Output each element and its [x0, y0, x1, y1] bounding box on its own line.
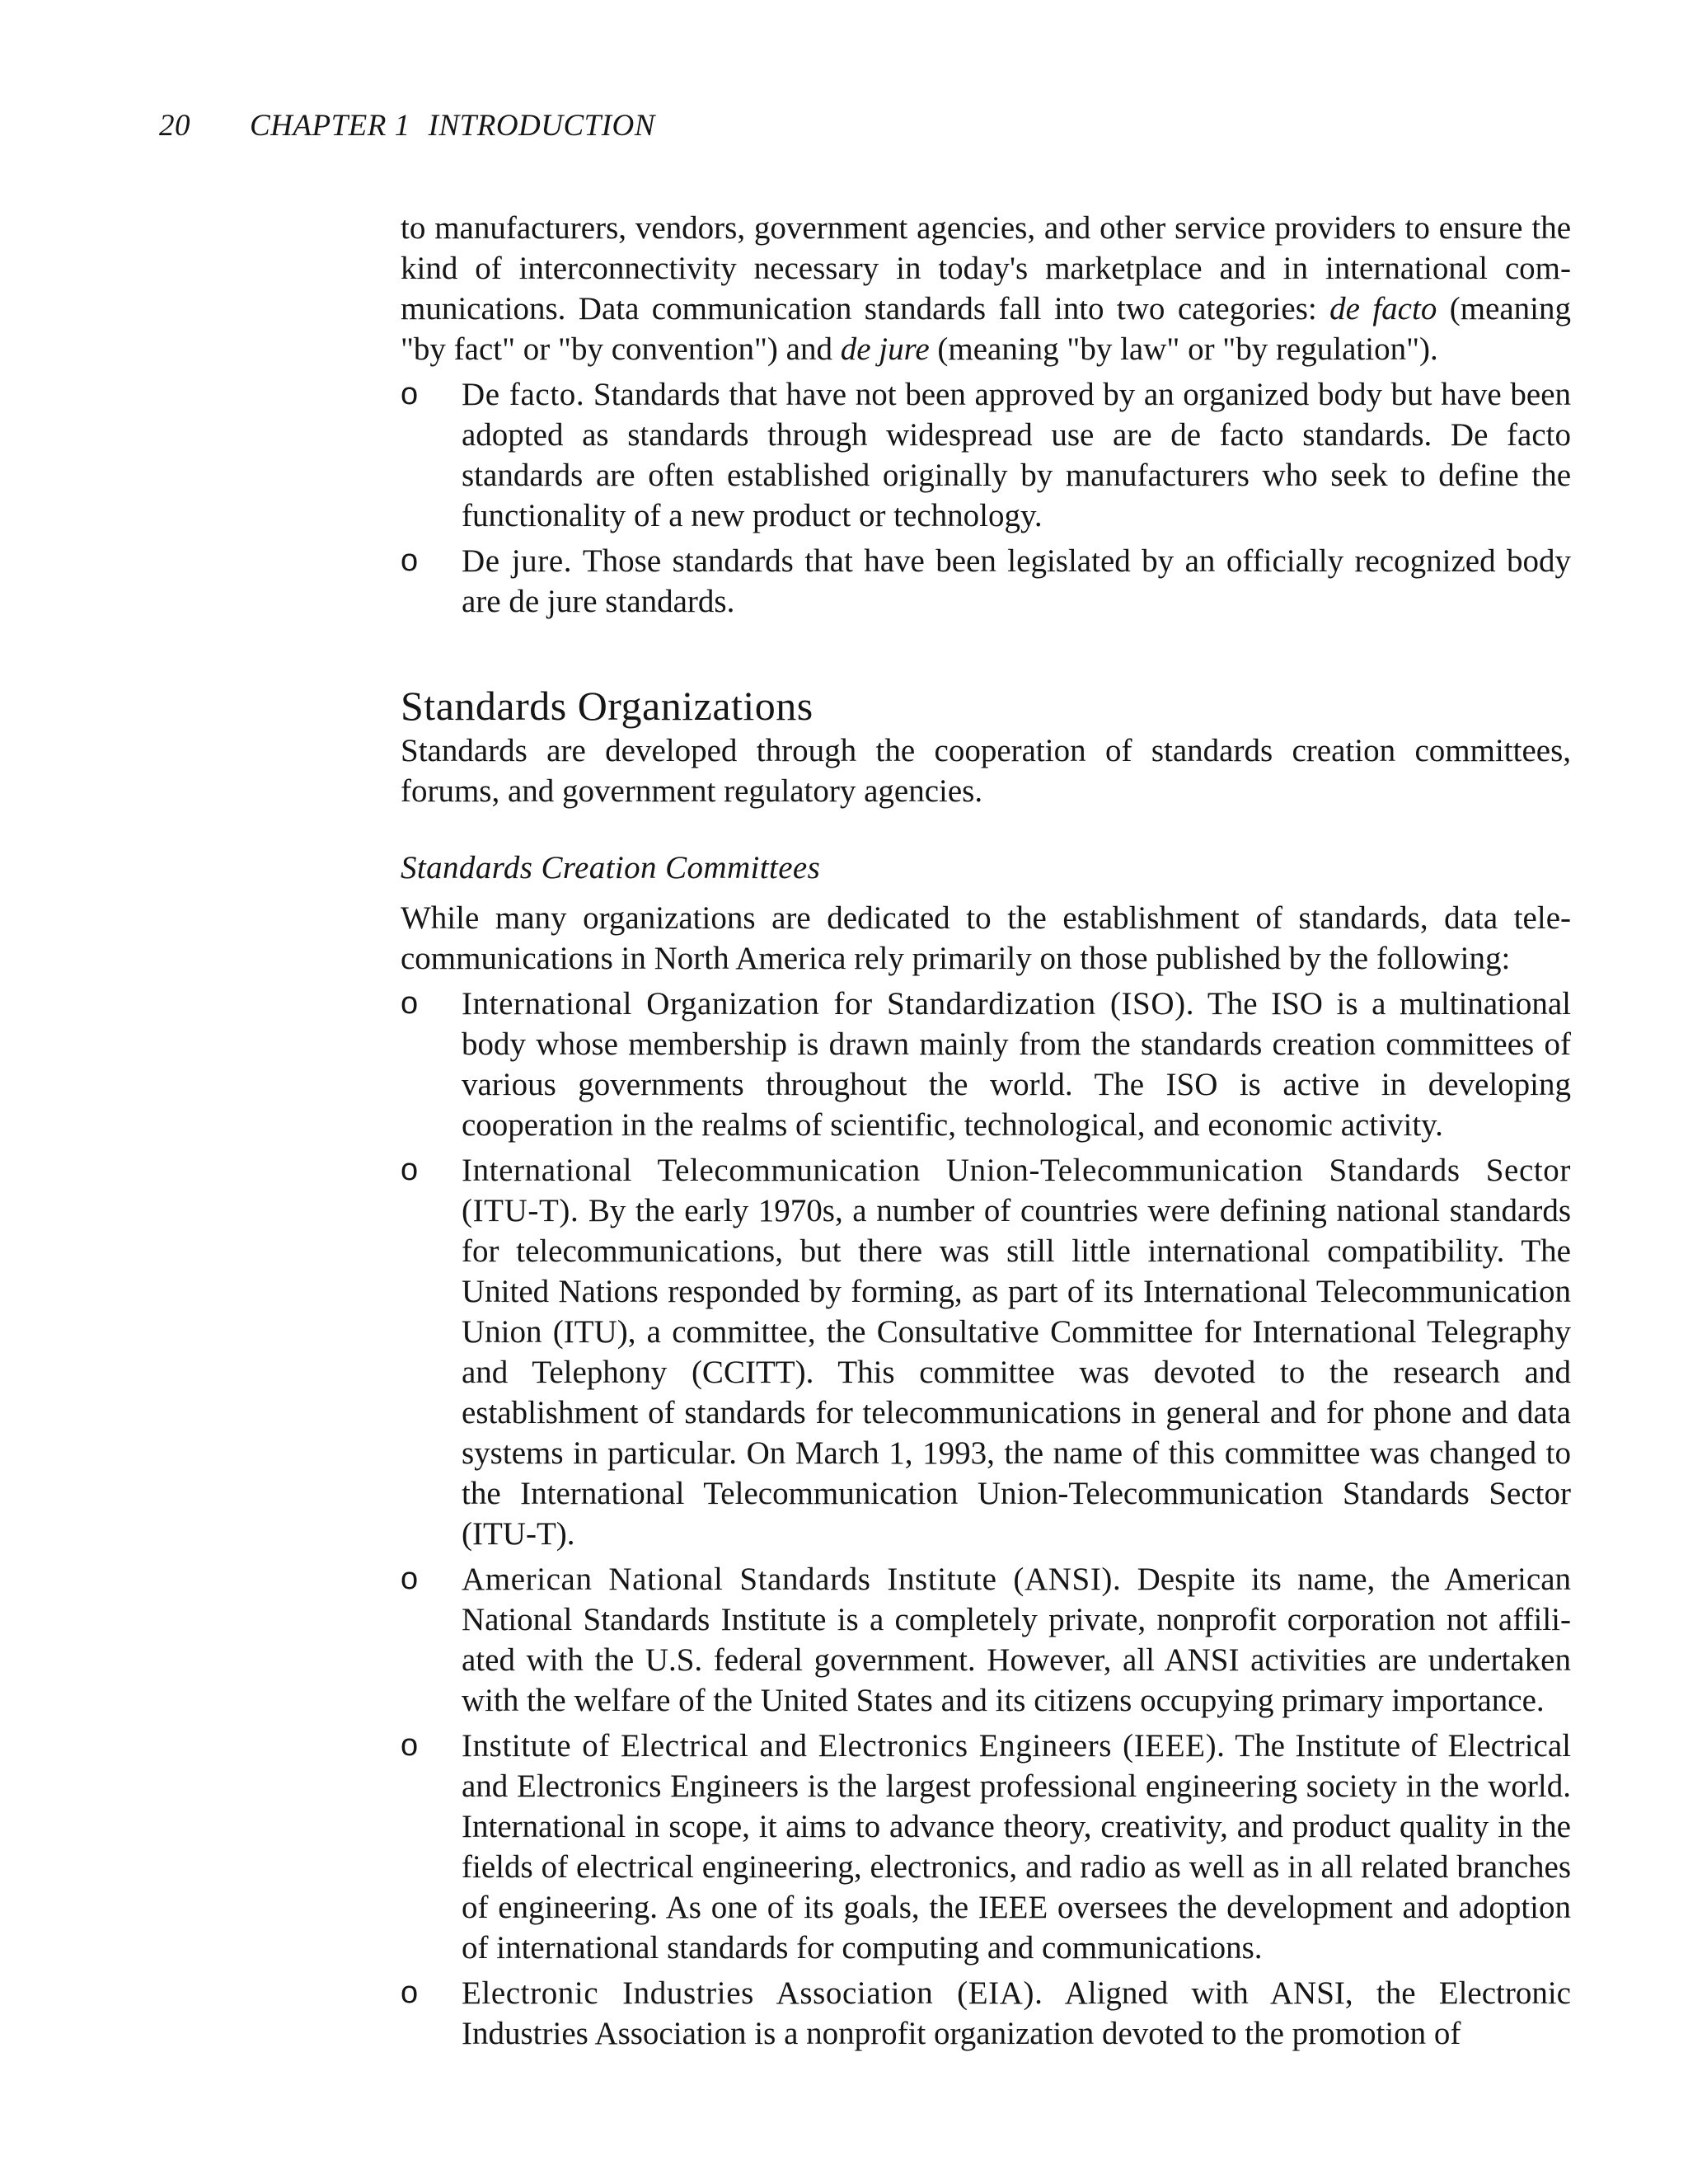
bullet-icon: o — [401, 1975, 419, 2010]
chapter-label: CHAPTER 1 — [250, 109, 410, 143]
desc-itu-t: By the early 1970s, a number of countries were defining national standards for telecommunications, but there was still little international compatibility. The United Nations responded by forming, as part of its International Telecommunication Union (ITU), a committee, the Consultative Committee for International Telegraphy and Telephony (CCITT). This committee was devoted to the research and establishment of standards for telecommunications in general and for phone and data systems in particular. On March 1, 1993, the name of this committee was changed to the International Telecommunication Union-Telecommunication Standards Sector (ITU-T). — [462, 1193, 1572, 1552]
desc-ansi: Despite its name, the American National Standards Institute is a completely private, nonprofit corporation not affiliated with the U.S. federal government. However, all ANSI activities are undertaken with the welfare of the United States and its citizens occupying primary importance. — [462, 1562, 1572, 1718]
desc-de-facto: Standards that have not been approved by an organized body but have been adopted as standards through widespread use are de facto standards. De facto standards are often established originally by manufacturers who seek to define the functionality of a new product or technology. — [462, 377, 1571, 533]
section-intro: Standards are developed through the cooperation of standards creation committees, forums, and government regulatory agencies. — [401, 733, 1571, 809]
list-item-eia — [401, 1973, 1571, 2054]
intro-text-3: (meaning "by law" or "by regulation"). — [929, 331, 1438, 367]
list-item-ieee — [401, 1726, 1571, 1968]
intro-text-1: to manufacturers, vendors, government agencies, and other service providers to ensure the kind of interconnectivity necessary in today's marketplace and in international communications. Data communication standards fall into two categories: — [401, 210, 1571, 326]
list-item-itu-t — [401, 1150, 1571, 1554]
term-ansi: American National Standards Institute (ANSI). — [462, 1562, 1122, 1597]
desc-iso: The ISO is a multinational body whose membership is drawn mainly from the standards creation committees of various governments throughout the world. The ISO is active in developing cooperation in the realms of scientific, technological, and economic activity. — [462, 986, 1571, 1143]
section-title: Standards Organizations — [401, 683, 814, 729]
desc-eia: Aligned with ANSI, the Electronic Industries Association is a nonprofit organization devoted to the promotion of — [462, 1975, 1571, 2051]
intro-paragraph — [401, 208, 1571, 369]
chapter-title: INTRODUCTION — [428, 109, 655, 143]
term-de-jure: De jure. — [462, 543, 573, 579]
intro-text-2: (meaning "by fact" or "by convention") and — [401, 291, 1572, 367]
subsection-title: Standards Creation Committees — [401, 850, 821, 885]
bullet-icon: o — [401, 1153, 419, 1187]
list-item-de-facto — [401, 374, 1571, 536]
term-iso: International Organization for Standardization (ISO). — [462, 986, 1195, 1022]
term-itu-t: International Telecommunication Union-Telecommunication Standards Sector (ITU-T). — [462, 1153, 1571, 1228]
subsection-intro: While many organizations are dedicated to the establishment of standards, data telecommunications in North America rely primarily on those published by the following: — [401, 900, 1571, 976]
bullet-icon: o — [401, 1728, 419, 1763]
page-content — [401, 208, 1571, 2059]
running-head — [159, 108, 655, 143]
desc-de-jure: Those standards that have been legislated by an officially recognized body are de jure standards. — [462, 543, 1571, 619]
list-item-ansi — [401, 1559, 1571, 1721]
bullet-icon: o — [401, 1562, 419, 1596]
intro-de-jure: de jure — [840, 331, 930, 367]
organizations-list — [401, 984, 1571, 2054]
bullet-icon: o — [401, 377, 419, 411]
desc-ieee: The Institute of Electrical and Electronics Engineers is the largest professional engineering society in the world. International in scope, it aims to advance theory, creativity, and product quality in the fields of electrical engineering, electronics, and radio as well as in all related branches of engineering. As one of its goals, the IEEE oversees the development and adoption of international standards for computing and communications. — [462, 1728, 1571, 1966]
list-item-de-jure — [401, 541, 1571, 622]
term-ieee: Institute of Electrical and Electronics Engineers (IEEE). — [462, 1728, 1226, 1764]
standards-categories-list — [401, 374, 1571, 622]
bullet-icon: o — [401, 543, 419, 578]
page-number: 20 — [159, 109, 190, 143]
intro-de-facto: de facto — [1329, 291, 1437, 326]
list-item-iso — [401, 984, 1571, 1145]
term-de-facto: De facto. — [462, 377, 585, 412]
bullet-icon: o — [401, 986, 419, 1021]
term-eia: Electronic Industries Association (EIA). — [462, 1975, 1043, 2011]
